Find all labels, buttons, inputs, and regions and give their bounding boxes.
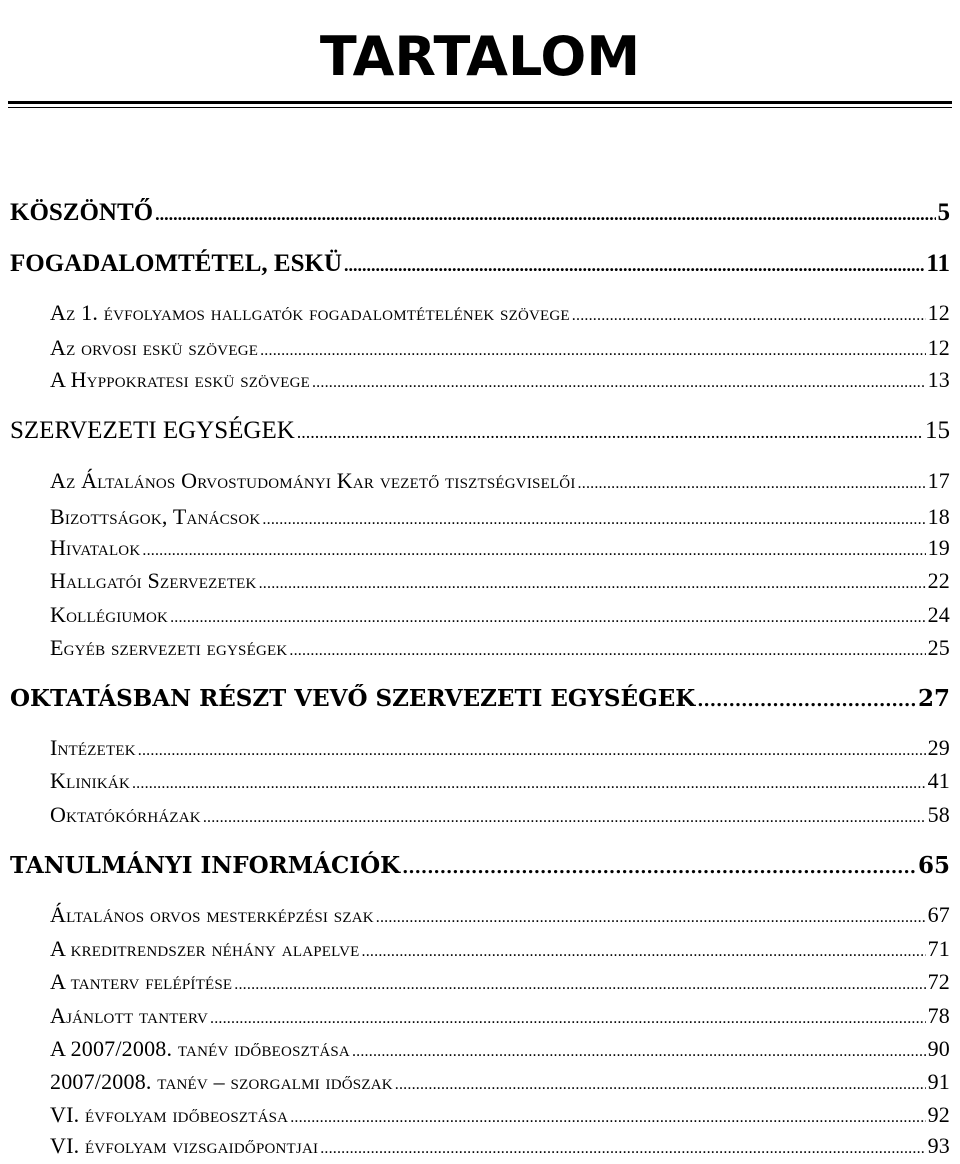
toc-entry-page: 72 xyxy=(927,969,950,994)
toc-leader-dots xyxy=(210,1004,926,1034)
toc-leader-dots xyxy=(344,249,924,281)
toc-entry-label: Általános orvos mesterképzési szak xyxy=(50,902,374,927)
toc-entry[interactable] xyxy=(50,1100,950,1130)
toc-entry-label: TANULMÁNYI INFORMÁCIÓK xyxy=(10,852,401,879)
toc-entry-label: Hallgatói Szervezetek xyxy=(50,568,257,593)
toc-entry[interactable] xyxy=(50,298,950,328)
toc-leader-dots xyxy=(260,336,926,366)
toc-entry-page: 12 xyxy=(927,300,950,325)
toc-entry-label: VI. évfolyam időbeosztása xyxy=(50,1102,289,1127)
toc-entry-label: 2007/2008. tanév – szorgalmi időszak xyxy=(50,1069,393,1094)
toc-entry-label: KÖSZÖNTŐ xyxy=(10,199,154,226)
toc-leader-dots xyxy=(234,970,925,1000)
toc-entry[interactable] xyxy=(50,633,950,663)
toc-entry-label: Az orvosi eskü szövege xyxy=(50,335,259,360)
toc-entry-label: A kreditrendszer néhány alapelve xyxy=(50,936,360,961)
toc-entry-label: A tanterv felépítése xyxy=(50,969,233,994)
toc-entry-page: 90 xyxy=(927,1036,950,1061)
toc-entry[interactable] xyxy=(50,1034,950,1064)
toc-entry-label: FOGADALOMTÉTEL, ESKÜ xyxy=(10,250,342,277)
toc-leader-dots xyxy=(362,937,926,967)
toc-entry-label: Kollégiumok xyxy=(50,602,169,627)
toc-entry[interactable] xyxy=(50,502,950,532)
toc-entry-page: 67 xyxy=(927,902,950,927)
toc-entry-page: 11 xyxy=(926,250,950,277)
toc-entry-label: Ajánlott tanterv xyxy=(50,1003,208,1028)
toc-entry-label: Oktatókórházak xyxy=(50,802,201,827)
toc-entry-label: Az Általános Orvostudományi Kar vezető tisztségviselői xyxy=(50,468,576,493)
toc-entry[interactable] xyxy=(10,683,950,715)
toc-leader-dots xyxy=(297,416,923,448)
toc-entry[interactable] xyxy=(50,900,950,930)
toc-entry[interactable] xyxy=(10,415,950,447)
toc-entry-page: 12 xyxy=(927,335,950,360)
toc-leader-dots xyxy=(395,1070,926,1100)
toc-entry[interactable] xyxy=(50,967,950,997)
toc-leader-dots xyxy=(402,852,916,884)
toc-entry[interactable] xyxy=(10,248,950,280)
toc-entry[interactable] xyxy=(50,934,950,964)
toc-entry-page: 19 xyxy=(927,535,950,560)
toc-entry[interactable] xyxy=(50,466,950,496)
toc-leader-dots xyxy=(203,803,926,833)
toc-entry-page: 41 xyxy=(927,768,950,793)
toc-entry-page: 5 xyxy=(937,199,950,226)
toc-entry[interactable] xyxy=(50,566,950,596)
toc-entry-page: 22 xyxy=(927,568,950,593)
toc-leader-dots xyxy=(578,469,926,499)
toc-entry-page: 29 xyxy=(927,735,950,760)
toc-entry-page: 27 xyxy=(917,685,950,712)
toc-entry-label: Bizottságok, Tanácsok xyxy=(50,504,261,529)
toc-entry[interactable] xyxy=(50,1067,950,1097)
toc-entry-page: 17 xyxy=(927,468,950,493)
toc-entry-page: 71 xyxy=(927,936,950,961)
toc-leader-dots xyxy=(290,1103,925,1133)
toc-entry[interactable] xyxy=(50,1131,950,1161)
toc-entry-label: Klinikák xyxy=(50,768,130,793)
toc-entry[interactable] xyxy=(10,197,950,229)
toc-entry-page: 65 xyxy=(917,852,950,879)
toc-leader-dots xyxy=(289,636,925,666)
toc-leader-dots xyxy=(132,769,926,799)
toc-entry-page: 91 xyxy=(927,1069,950,1094)
toc-entry[interactable] xyxy=(50,766,950,796)
toc-leader-dots xyxy=(138,736,926,766)
page-title: TARTALOM xyxy=(319,25,641,88)
toc-leader-dots xyxy=(262,505,925,535)
toc-entry[interactable] xyxy=(50,600,950,630)
toc-entry[interactable] xyxy=(10,850,950,882)
toc-entry[interactable] xyxy=(50,733,950,763)
toc-entry-label: Intézetek xyxy=(50,735,136,760)
toc-entry-label: OKTATÁSBAN RÉSZT VEVŐ SZERVEZETI EGYSÉGEK xyxy=(10,685,696,712)
toc-entry[interactable] xyxy=(50,533,950,563)
toc-entry-page: 93 xyxy=(927,1133,950,1158)
toc-entry-page: 13 xyxy=(927,367,950,392)
toc-leader-dots xyxy=(376,903,926,933)
toc-leader-dots xyxy=(259,569,926,599)
toc-entry[interactable] xyxy=(50,365,950,395)
toc-leader-dots xyxy=(170,603,926,633)
toc-entry-label: VI. évfolyam vizsgaidőpontjai xyxy=(50,1133,319,1158)
toc-entry-page: 78 xyxy=(927,1003,950,1028)
toc-leader-dots xyxy=(142,536,925,566)
toc-entry-page: 18 xyxy=(927,504,950,529)
toc-leader-dots xyxy=(312,368,926,398)
toc-entry-label: Az 1. évfolyamos hallgatók fogadalomtételének szövege xyxy=(50,300,570,325)
toc-entry[interactable] xyxy=(50,1001,950,1031)
toc-entry[interactable] xyxy=(50,800,950,830)
toc-leader-dots xyxy=(697,685,916,717)
toc-entry-label: A 2007/2008. tanév időbeosztása xyxy=(50,1036,350,1061)
toc-entry-label: SZERVEZETI EGYSÉGEK xyxy=(10,417,295,444)
toc-entry-page: 15 xyxy=(925,417,950,444)
toc-entry-label: Hivatalok xyxy=(50,535,141,560)
toc-entry-page: 58 xyxy=(927,802,950,827)
toc-leader-dots xyxy=(352,1037,926,1067)
toc-entry-label: A Hyppokratesi eskü szövege xyxy=(50,367,310,392)
toc-entry-page: 25 xyxy=(927,635,950,660)
toc-entry-page: 24 xyxy=(927,602,950,627)
toc-leader-dots xyxy=(155,198,935,230)
toc-entry-page: 92 xyxy=(927,1102,950,1127)
toc-entry[interactable] xyxy=(50,333,950,363)
toc-leader-dots xyxy=(572,301,926,331)
toc-entry-label: Egyéb szervezeti egységek xyxy=(50,635,288,660)
